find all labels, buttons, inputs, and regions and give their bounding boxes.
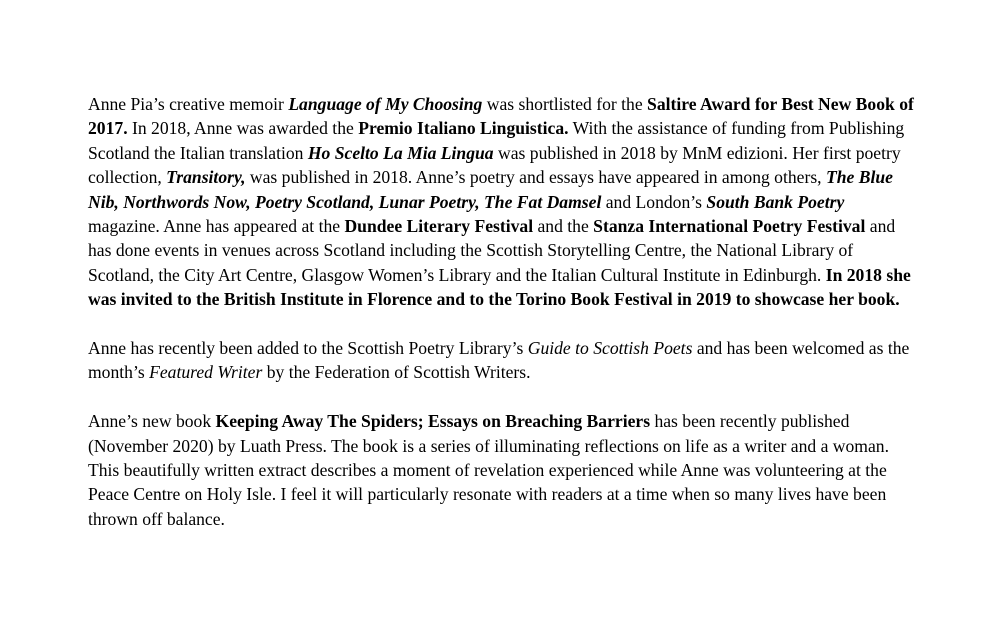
document-page bbox=[88, 92, 918, 556]
text-run: by the Federation of Scottish Writers. bbox=[262, 362, 531, 383]
premio-award: Premio Italiano Linguistica. bbox=[358, 118, 569, 139]
text-run: Anne Pia’s creative memoir bbox=[88, 94, 289, 114]
stanza-festival: Stanza International Poetry Festival bbox=[593, 216, 866, 237]
text-run: was published in 2018. Anne’s poetry and essays have appeared in among others, bbox=[245, 167, 826, 188]
featured-writer: Featured Writer bbox=[149, 362, 263, 383]
text-run: Anne has recently been added to the Scottish Poetry Library’s bbox=[88, 338, 528, 359]
saltire-award: Saltire Award for Best New Book of 2017. bbox=[88, 94, 914, 139]
text-run: and has been welcomed as the month’s bbox=[88, 338, 910, 383]
text-run: With the assistance of funding from Publishing Scotland the Italian translation bbox=[88, 118, 905, 163]
text-run: and the bbox=[533, 216, 594, 237]
poetry-collection-title: Transitory, bbox=[166, 167, 246, 188]
text-run: and London’s bbox=[601, 191, 707, 212]
south-bank-poetry: South Bank Poetry bbox=[706, 191, 845, 212]
translation-title: Ho Scelto La Mia Lingua bbox=[307, 142, 494, 163]
invitation-statement: In 2018 she was invited to the British Institute in Florence and to the Torino Book Festival in 2019 to showcase her book. bbox=[88, 264, 911, 310]
memoir-title: Language of My Choosing bbox=[288, 94, 483, 114]
guide-title: Guide to Scottish Poets bbox=[527, 338, 693, 359]
publications-list: The Blue Nib, Northwords Now, Poetry Scotland, Lunar Poetry, The Fat Damsel bbox=[88, 167, 893, 212]
text-run: Anne’s new book bbox=[88, 411, 216, 432]
bio-paragraph bbox=[88, 92, 918, 312]
recognition-paragraph bbox=[88, 336, 918, 385]
dundee-festival: Dundee Literary Festival bbox=[344, 216, 534, 237]
text-run: magazine. Anne has appeared at the bbox=[88, 216, 345, 237]
text-run: was published in 2018 by MnM edizioni. Her first poetry collection, bbox=[88, 142, 901, 188]
text-run: In 2018, Anne was awarded the bbox=[127, 118, 359, 139]
new-book-title: Keeping Away The Spiders; Essays on Breaching Barriers bbox=[215, 411, 651, 432]
text-run: was shortlisted for the bbox=[482, 94, 648, 114]
text-run: and has done events in venues across Scotland including the Scottish Storytelling Centre, the National Library of Scotland, the City Art Centre, Glasgow Women’s Library and the Italian Cultural Institute in Edinburgh. bbox=[88, 216, 896, 285]
new-book-paragraph bbox=[88, 409, 918, 531]
text-run: has been recently published (November 2020) by Luath Press. The book is a series of illuminating reflections on life as a writer and a woman. This beautifully written extract describes a moment of revelation experienced while Anne was volunteering at the Peace Centre on Holy Isle. I feel it will particularly resonate with readers at a time when so many lives have been thrown off balance. bbox=[88, 411, 889, 529]
